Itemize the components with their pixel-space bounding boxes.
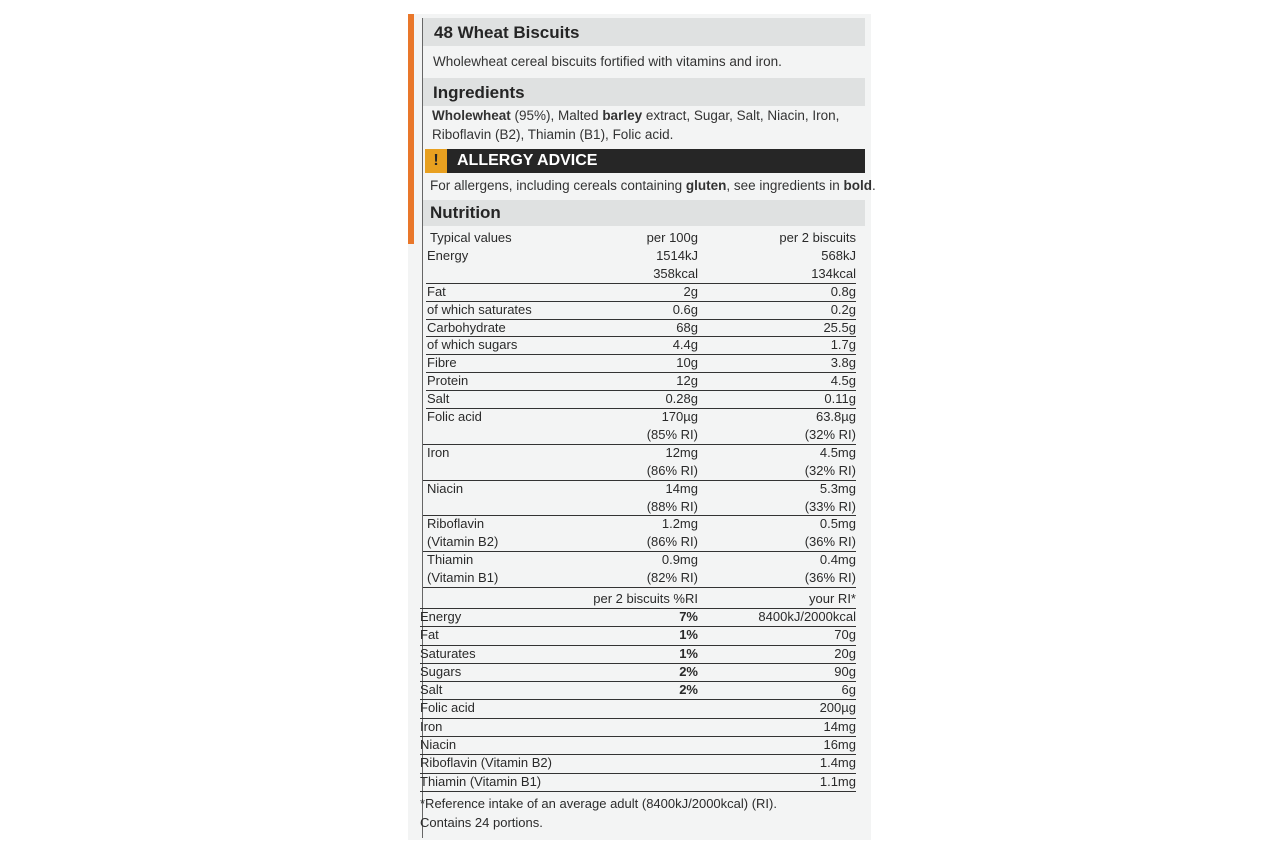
- ri-percentage: 7%: [679, 608, 698, 624]
- ri-percentage: 2%: [679, 682, 698, 698]
- nutrient-name: Thiamin: [427, 552, 474, 568]
- per-2-biscuits-value: 1.7g: [830, 337, 856, 353]
- nutrient-name: Niacin: [427, 480, 464, 496]
- per-2-biscuits-value: 0.2g: [830, 301, 856, 317]
- per-2-biscuits-value: 0.4mg: [819, 552, 856, 568]
- nutrient-name: Energy: [427, 247, 469, 263]
- ri-column-header: your RI*: [809, 591, 856, 606]
- per-2-biscuits-value: 4.5g: [830, 373, 856, 389]
- column-header: per 2 biscuits: [779, 230, 856, 245]
- per-2-biscuits-value: 568kJ: [821, 247, 856, 263]
- reference-intake-value: 16mg: [823, 737, 856, 752]
- portions-note: Contains 24 portions.: [420, 815, 543, 830]
- ri-nutrient-name: Thiamin (Vitamin B1): [420, 773, 542, 789]
- nutrient-name: Fat: [427, 283, 446, 299]
- reference-intake-value: 20g: [834, 645, 856, 661]
- ingredients-line-2: Riboflavin (B2), Thiamin (B1), Folic acid.: [432, 127, 674, 142]
- per-100g-value: 0.9mg: [661, 552, 698, 568]
- nutrient-name: (Vitamin B2): [427, 534, 499, 550]
- allergy-title: ALLERGY ADVICE: [457, 152, 598, 169]
- nutrition-row-divider: [426, 354, 856, 355]
- per-2-biscuits-value: 0.8g: [830, 283, 856, 299]
- ingredients-line1-segment: barley: [602, 108, 643, 123]
- ingredients-line1-segment: Wholewheat: [432, 108, 511, 123]
- allergy-text-segment: For allergens, including cereals containing: [430, 178, 686, 193]
- per-2-biscuits-value: 25.5g: [823, 319, 856, 335]
- per-100g-value: 12g: [676, 373, 698, 389]
- per-100g-value: 0.28g: [665, 391, 698, 407]
- ri-nutrient-name: Fat: [420, 627, 439, 643]
- per-2-biscuits-value: 134kcal: [811, 265, 856, 281]
- nutrition-row-divider: [426, 408, 856, 409]
- nutrient-name: Salt: [427, 391, 450, 407]
- nutrient-name: Carbohydrate: [427, 319, 506, 335]
- footnote: *Reference intake of an average adult (8400kJ/2000kcal) (RI).: [420, 796, 777, 811]
- ri-nutrient-name: Riboflavin (Vitamin B2): [420, 755, 552, 771]
- ri-nutrient-name: Salt: [420, 682, 443, 698]
- per-100g-value: 0.6g: [672, 301, 698, 317]
- nutrition-row-divider: [423, 515, 856, 516]
- per-100g-value: (85% RI): [646, 426, 698, 442]
- per-100g-value: 2g: [683, 283, 698, 299]
- per-2-biscuits-value: 63.8µg: [815, 409, 856, 424]
- per-2-biscuits-value: (32% RI): [804, 462, 856, 478]
- reference-intake-value: 8400kJ/2000kcal: [758, 608, 856, 624]
- ingredients-line-1: [432, 109, 839, 123]
- ingredients-title: Ingredients: [433, 83, 525, 102]
- allergy-text: [430, 179, 876, 193]
- ri-row-divider: [420, 718, 856, 719]
- per-100g-value: (82% RI): [646, 570, 698, 586]
- ingredients-line1-segment: (95%), Malted: [510, 108, 603, 123]
- allergy-text-segment: .: [871, 178, 876, 193]
- per-2-biscuits-value: 4.5mg: [819, 444, 856, 460]
- per-100g-value: (86% RI): [646, 462, 698, 478]
- per-2-biscuits-value: (36% RI): [804, 534, 856, 550]
- nutrient-name: Protein: [427, 373, 469, 389]
- per-2-biscuits-value: 0.11g: [824, 391, 856, 407]
- nutrient-name: Folic acid: [427, 409, 482, 424]
- reference-intake-value: 200µg: [819, 700, 856, 716]
- ri-nutrient-name: Niacin: [420, 737, 457, 752]
- ri-row-divider: [420, 736, 856, 737]
- ri-row-divider: [420, 699, 856, 700]
- ri-nutrient-name: Iron: [420, 718, 443, 734]
- per-100g-value: (86% RI): [646, 534, 698, 550]
- nutrition-row-divider: [423, 480, 856, 481]
- allergy-text-segment: bold: [843, 178, 872, 193]
- product-title: 48 Wheat Biscuits: [434, 23, 580, 42]
- ri-row-divider: [420, 681, 856, 682]
- nutrition-row-divider: [426, 283, 856, 284]
- per-100g-value: (88% RI): [646, 498, 698, 514]
- ri-percentage: 1%: [679, 627, 698, 643]
- reference-intake-value: 70g: [834, 627, 856, 643]
- per-100g-value: 4.4g: [672, 337, 698, 353]
- nutrient-name: Fibre: [427, 355, 457, 371]
- per-100g-value: 12mg: [665, 444, 698, 460]
- nutrient-name: Iron: [427, 444, 450, 460]
- nutrition-row-divider: [426, 390, 856, 391]
- ri-row-divider: [420, 645, 856, 646]
- ri-nutrient-name: Energy: [420, 608, 462, 624]
- per-100g-value: 1514kJ: [656, 247, 698, 263]
- reference-intake-value: 1.4mg: [819, 755, 856, 771]
- ri-column-header: per 2 biscuits %RI: [593, 591, 698, 606]
- reference-intake-value: 90g: [834, 663, 856, 679]
- ri-percentage: 1%: [679, 645, 698, 661]
- reference-intake-value: 1.1mg: [819, 773, 856, 789]
- nutrition-row-divider: [426, 372, 856, 373]
- per-100g-value: 1.2mg: [661, 516, 698, 532]
- per-2-biscuits-value: (32% RI): [804, 426, 856, 442]
- nutrient-name: (Vitamin B1): [427, 570, 499, 586]
- product-description: Wholewheat cereal biscuits fortified with vitamins and iron.: [433, 54, 782, 69]
- per-2-biscuits-value: 3.8g: [830, 355, 856, 371]
- per-100g-value: 68g: [676, 319, 698, 335]
- ri-nutrient-name: Saturates: [420, 645, 476, 661]
- per-100g-value: 10g: [676, 355, 698, 371]
- per-100g-value: 14mg: [665, 480, 698, 496]
- per-2-biscuits-value: 0.5mg: [819, 516, 856, 532]
- ri-row-divider: [420, 626, 856, 627]
- nutrition-row-divider: [423, 444, 856, 445]
- allergy-text-segment: gluten: [685, 178, 727, 193]
- warning-icon: !: [425, 149, 447, 173]
- column-header: per 100g: [646, 230, 698, 245]
- reference-intake-value: 14mg: [823, 718, 856, 734]
- allergy-text-segment: , see ingredients in: [726, 178, 844, 193]
- nutrient-name: of which saturates: [427, 301, 532, 317]
- per-2-biscuits-value: 5.3mg: [819, 480, 856, 496]
- ri-percentage: 2%: [679, 663, 698, 679]
- ri-row-divider: [420, 791, 856, 792]
- allergy-banner: [425, 149, 865, 173]
- nutrition-title: Nutrition: [430, 203, 501, 222]
- nutrient-name: of which sugars: [427, 337, 518, 353]
- per-100g-value: 170µg: [661, 409, 698, 424]
- ingredients-line1-segment: extract, Sugar, Salt, Niacin, Iron,: [642, 108, 840, 123]
- nutrient-name: Riboflavin: [427, 516, 485, 532]
- per-2-biscuits-value: (33% RI): [804, 498, 856, 514]
- nutrition-label: [408, 14, 876, 840]
- per-2-biscuits-value: (36% RI): [804, 570, 856, 586]
- ri-nutrient-name: Folic acid: [420, 700, 475, 716]
- per-100g-value: 358kcal: [653, 265, 698, 281]
- reference-intake-value: 6g: [841, 682, 856, 698]
- ri-nutrient-name: Sugars: [420, 663, 462, 679]
- nutrition-row-divider: [423, 551, 856, 552]
- column-header: Typical values: [430, 230, 512, 245]
- orange-accent-strip: [408, 14, 414, 244]
- nutrition-row-divider: [423, 587, 856, 588]
- ri-row-divider: [420, 663, 856, 664]
